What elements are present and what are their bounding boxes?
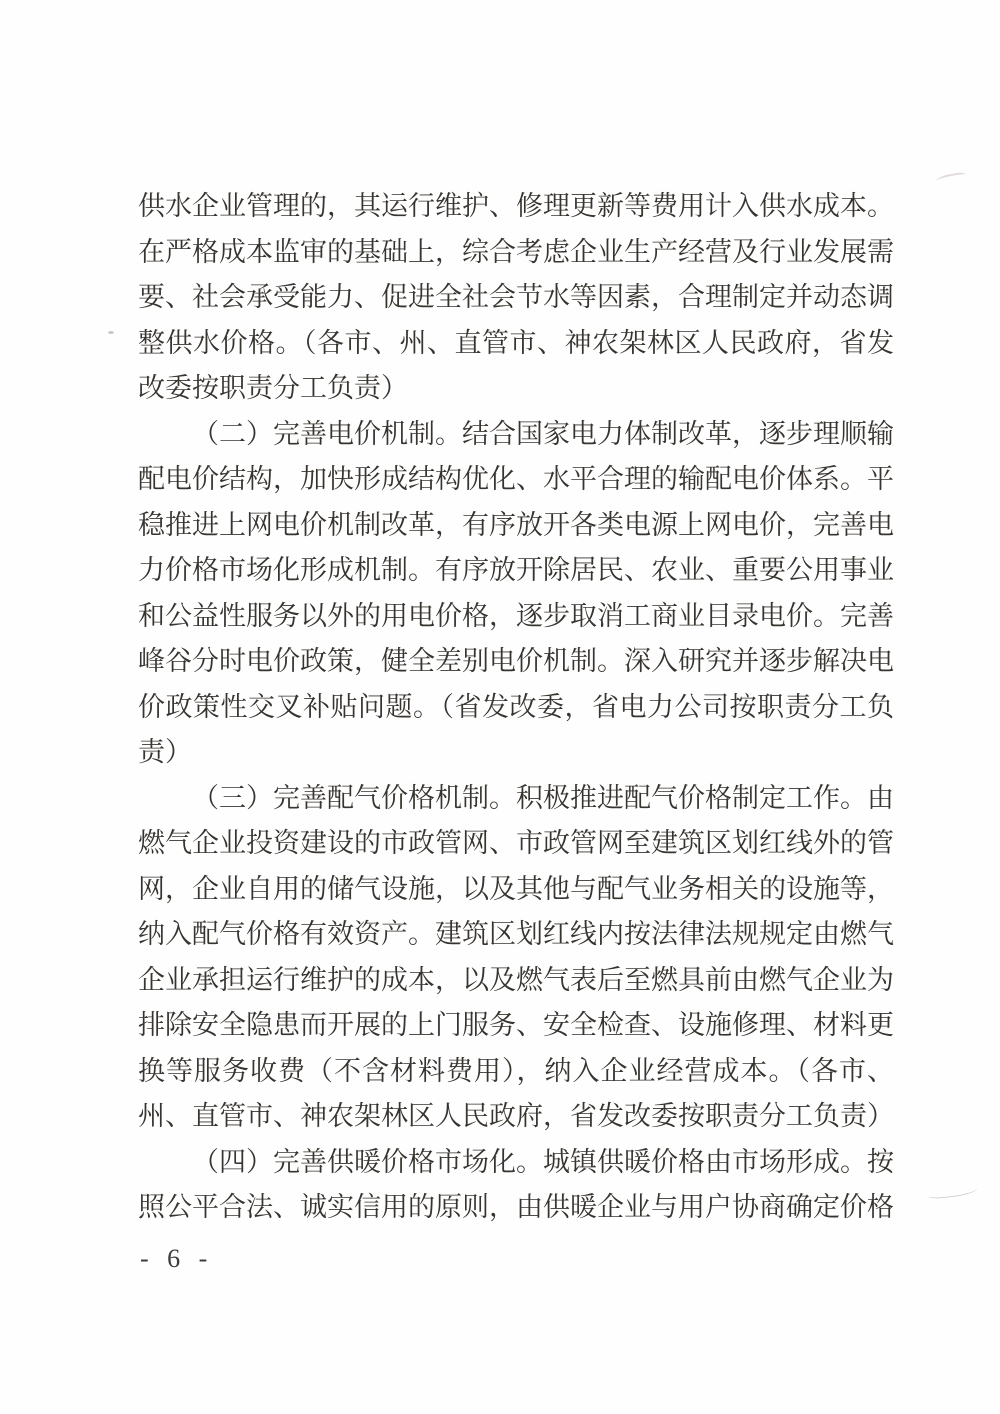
paragraph-water-price-continued: 供水企业管理的，其运行维护、修理更新等费用计入供水成本。在严格成本监审的基础上，综合考虑企业生产经营及行业发展需要、社会承受能力、促进全社会节水等因素，合理制定并动态调整供水价格。（各市、州、直管市、神农架林区人民政府，省发改委按职责分工负责）: [138, 191, 894, 403]
page-number: - 6 -: [140, 1244, 214, 1273]
paragraph-electricity-price-mechanism: （二）完善电价机制。结合国家电力体制改革，逐步理顺输配电价结构，加快形成结构优化、水平合理的输配电价体系。平稳推进上网电价机制改革，有序放开各类电源上网电价，完善电力价格市场化形成机制。有序放开除居民、农业、重要公用事业和公益性服务以外的用电价格，逐步取消工商业目录电价。完善峰谷分时电价政策，健全差别电价机制。深入研究并逐步解决电价政策性交叉补贴问题。（省发改委，省电力公司按职责分工负责）: [138, 418, 894, 767]
paragraph-gas-distribution-price-mechanism: （三）完善配气价格机制。积极推进配气价格制定工作。由燃气企业投资建设的市政管网、市政管网至建筑区划红线外的管网，企业自用的储气设施，以及其他与配气业务相关的设施等，纳入配气价格有效资产。建筑区划红线内按法律法规规定由燃气企业承担运行维护的成本，以及燃气表后至燃具前由燃气企业为排除安全隐患而开展的上门服务、安全检查、设施修理、材料更换等服务收费（不含材料费用），纳入企业经营成本。（各市、州、直管市、神农架林区人民政府，省发改委按职责分工负责）: [138, 782, 894, 1131]
document-body: [138, 184, 894, 1231]
scan-artifact-dot: [108, 331, 114, 334]
scan-artifact-smudge: [936, 171, 967, 184]
scan-artifact-squiggle: [928, 1183, 979, 1199]
paragraph-heating-price-marketization: （四）完善供暖价格市场化。城镇供暖价格由市场形成。按照公平合法、诚实信用的原则，由供暖企业与用户协商确定价格: [138, 1146, 894, 1222]
